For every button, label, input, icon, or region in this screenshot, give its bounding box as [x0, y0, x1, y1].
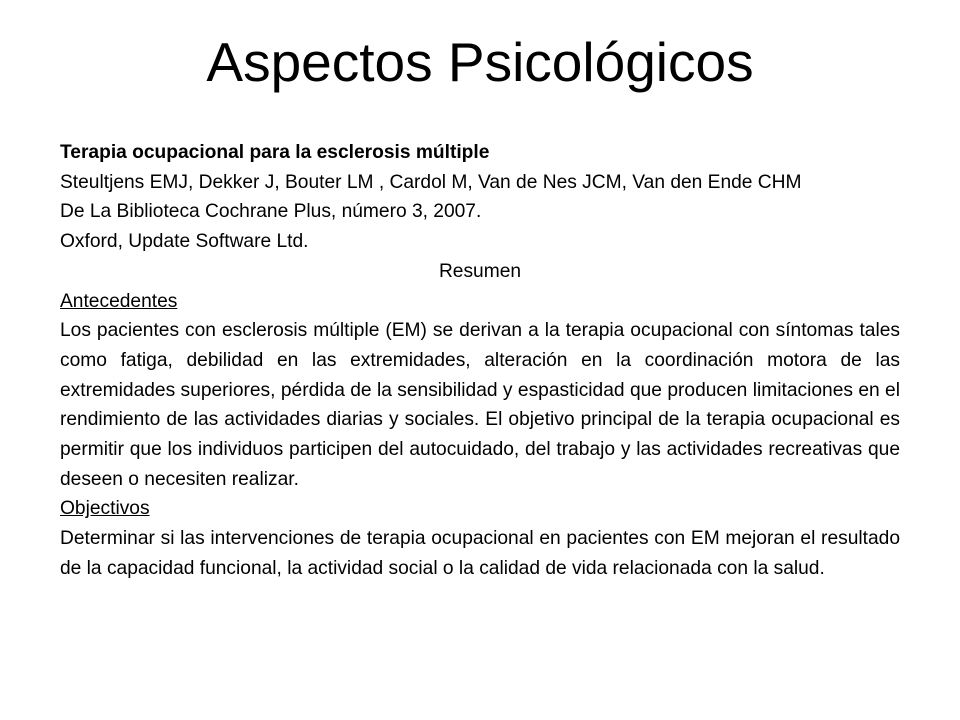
objectives-text: Determinar si las intervenciones de terapia ocupacional en pacientes con EM mejoran el resultado de la capacidad funcional, la actividad social o la calidad de vida relacionada con la salud.: [60, 528, 900, 579]
slide-title: Aspectos Psicológicos: [206, 31, 754, 93]
article-title: Terapia ocupacional para la esclerosis múltiple: [60, 142, 490, 163]
background-text: Los pacientes con esclerosis múltiple (EM) se derivan a la terapia ocupacional con síntomas tales como fatiga, debilidad en las extremidades, alteración en la coordinación motora de las extremidades superiores, pérdida de la sensibilidad y espasticidad que producen limitaciones en el rendimiento de las actividades diarias y sociales. El objetivo principal de la terapia ocupacional es permitir que los individuos participen del autocuidado, del trabajo y las actividades recreativas que deseen o necesiten realizar.: [60, 320, 900, 490]
article-authors: Steultjens EMJ, Dekker J, Bouter LM , Cardol M, Van de Nes JCM, Van den Ende CHM: [60, 171, 802, 193]
background-heading: Antecedentes: [60, 290, 178, 312]
slide-body: [60, 138, 900, 584]
article-publisher: Oxford, Update Software Ltd.: [60, 231, 309, 253]
article-source: De La Biblioteca Cochrane Plus, número 3, 2007.: [60, 201, 482, 223]
objectives-heading: Objectivos: [60, 498, 150, 520]
summary-heading: Resumen: [438, 260, 522, 282]
